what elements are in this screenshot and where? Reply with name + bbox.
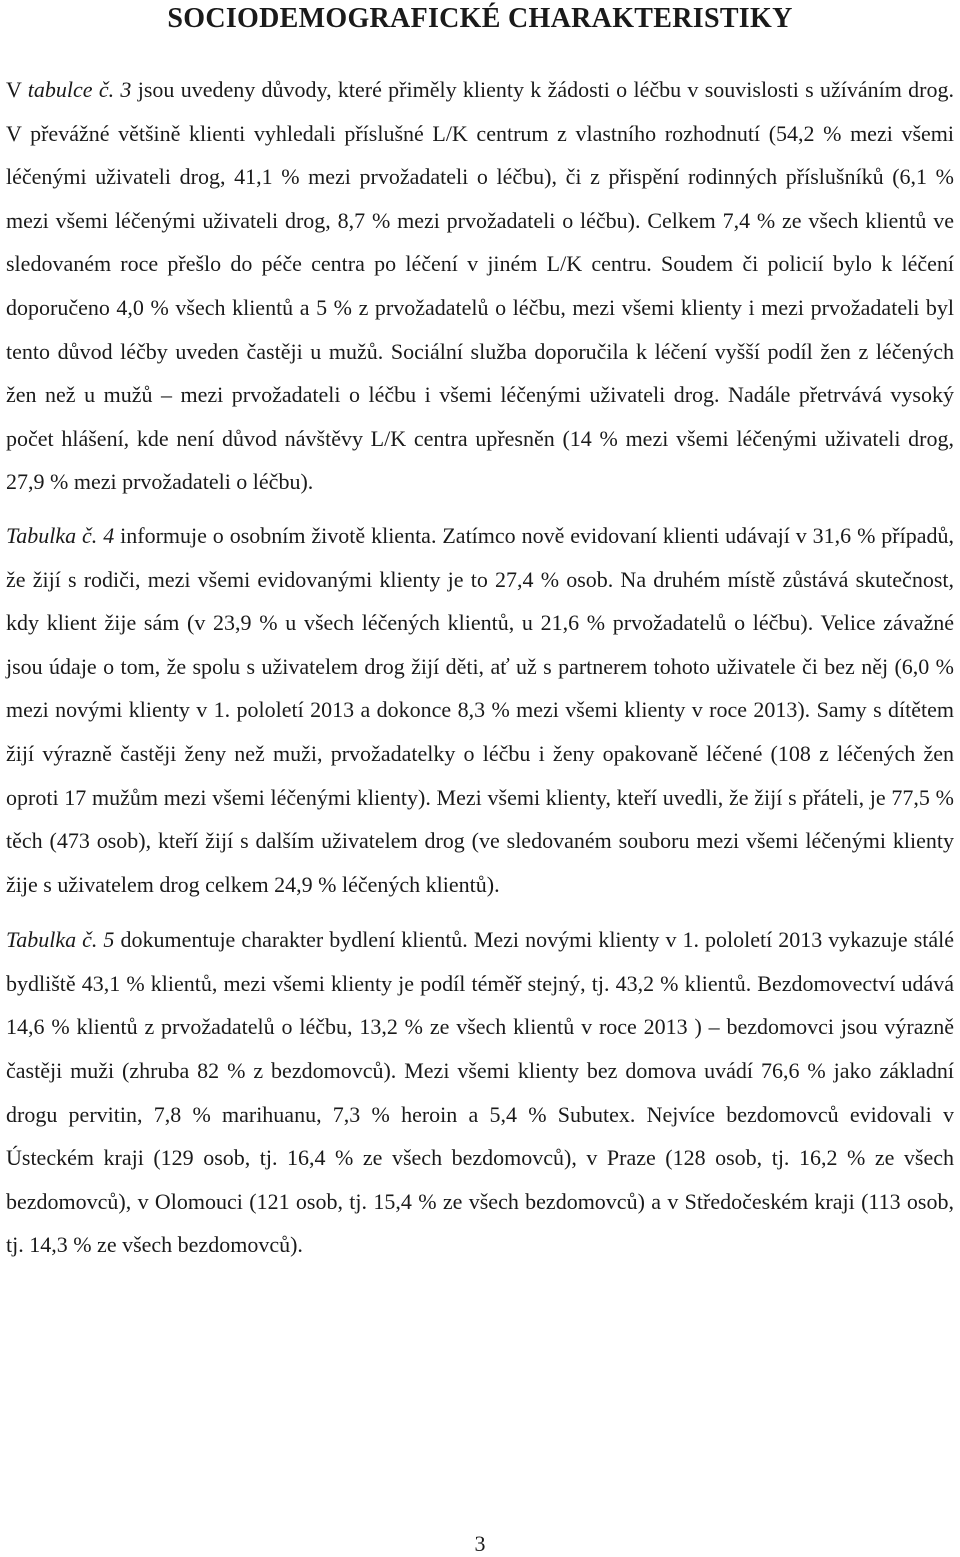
page-number: 3 — [474, 1531, 486, 1556]
paragraph-housing — [6, 918, 954, 1267]
paragraph-1-prefix: V — [6, 77, 28, 102]
paragraph-reasons-for-treatment — [6, 68, 954, 504]
table-3-number: 3 — [114, 77, 138, 102]
table-4-reference: Tabulka č. — [6, 522, 98, 548]
table-4-number: 4 — [97, 522, 121, 548]
paragraph-personal-life — [6, 514, 954, 906]
paragraph-1-text: jsou uvedeny důvody, které přiměly klienty k žádosti o léčbu v souvislosti s užíváním drog. V převážné většině klienti vyhledali příslušné L/K centrum z vlastního rozhodnutí (54,2 % mezi všemi léčenými uživateli drog, 41,1 % mezi prvožadateli o léčbu), či z přispění rodinných příslušníků (6,1 % mezi všemi léčenými uživateli drog, 8,7 % mezi prvožadateli o léčbu). Celkem 7,4 % ze všech klientů ve sledovaném roce přešlo do péče centra po léčení v jiném L/K centru. Soudem či policií bylo k léčení doporučeno 4,0 % všech klientů a 5 % z prvožadatelů o léčbu, mezi všemi klienty i mezi prvožadateli byl tento důvod léčby uveden častěji u mužů. Sociální služba doporučila k léčení vyšší podíl žen z léčených žen než u mužů – mezi prvožadateli o léčbu i všemi léčenými uživateli drog. Nadále přetrvává vysoký počet hlášení, kde není důvod návštěvy L/K centra upřesněn (14 % mezi všemi léčenými uživateli drog, 27,9 % mezi prvožadateli o léčbu). — [6, 77, 954, 495]
section-heading: SOCIODEMOGRAFICKÉ CHARAKTERISTIKY — [167, 3, 793, 34]
table-3-reference: tabulce č. — [27, 77, 115, 102]
table-5-number: 5 — [97, 927, 121, 953]
table-5-reference: Tabulka č. — [6, 927, 98, 953]
paragraph-3-text: dokumentuje charakter bydlení klientů. Mezi novými klienty v 1. pololetí 2013 vykazuje stálé bydliště 43,1 % klientů, mezi všemi klienty je podíl téměř stejný, tj. 43,2 % klientů. Bezdomovectví udává 14,6 % klientů z prvožadatelů o léčbu, 13,2 % ze všech klientů v roce 2013 ) – bezdomovci jsou výrazně častěji muži (zhruba 82 % z bezdomovců). Mezi všemi klienty bez domova uvádí 76,6 % jako základní drogu pervitin, 7,8 % marihuanu, 7,3 % heroin a 5,4 % Subutex. Nejvíce bezdomovců evidovali v Ústeckém kraji (129 osob, tj. 16,4 % ze všech bezdomovců), v Praze (128 osob, tj. 16,2 % ze všech bezdomovců), v Olomouci (121 osob, tj. 15,4 % ze všech bezdomovců) a v Středočeském kraji (113 osob, tj. 14,3 % ze všech bezdomovců). — [6, 927, 955, 1258]
paragraph-2-text: informuje o osobním životě klienta. Zatímco nově evidovaní klienti udávají v 31,6 % případů, že žijí s rodiči, mezi všemi evidovanými klienty je to 27,4 % osob. Na druhém místě zůstává skutečnost, kdy klient žije sám (v 23,9 % u všech léčených klientů, u 21,6 % prvožadatelů o léčbu). Velice závažné jsou údaje o tom, že spolu s uživatelem drog žijí děti, ať už s partnerem tohoto uživatele či bez něj (6,0 % mezi novými klienty v 1. pololetí 2013 a dokonce 8,3 % mezi všemi klienty v roce 2013). Samy s dítětem žijí výrazně častěji ženy než muži, prvožadatelky o léčbu i ženy opakovaně léčené (108 z léčených žen oproti 17 mužům mezi všemi léčenými klienty). Mezi všemi klienty, kteří uvedli, že žijí s přáteli, je 77,5 % těch (473 osob), kteří žijí s dalším uživatelem drog (ve sledovaném souboru mezi všemi léčenými klienty žije s uživatelem drog celkem 24,9 % léčených klientů). — [6, 522, 955, 897]
